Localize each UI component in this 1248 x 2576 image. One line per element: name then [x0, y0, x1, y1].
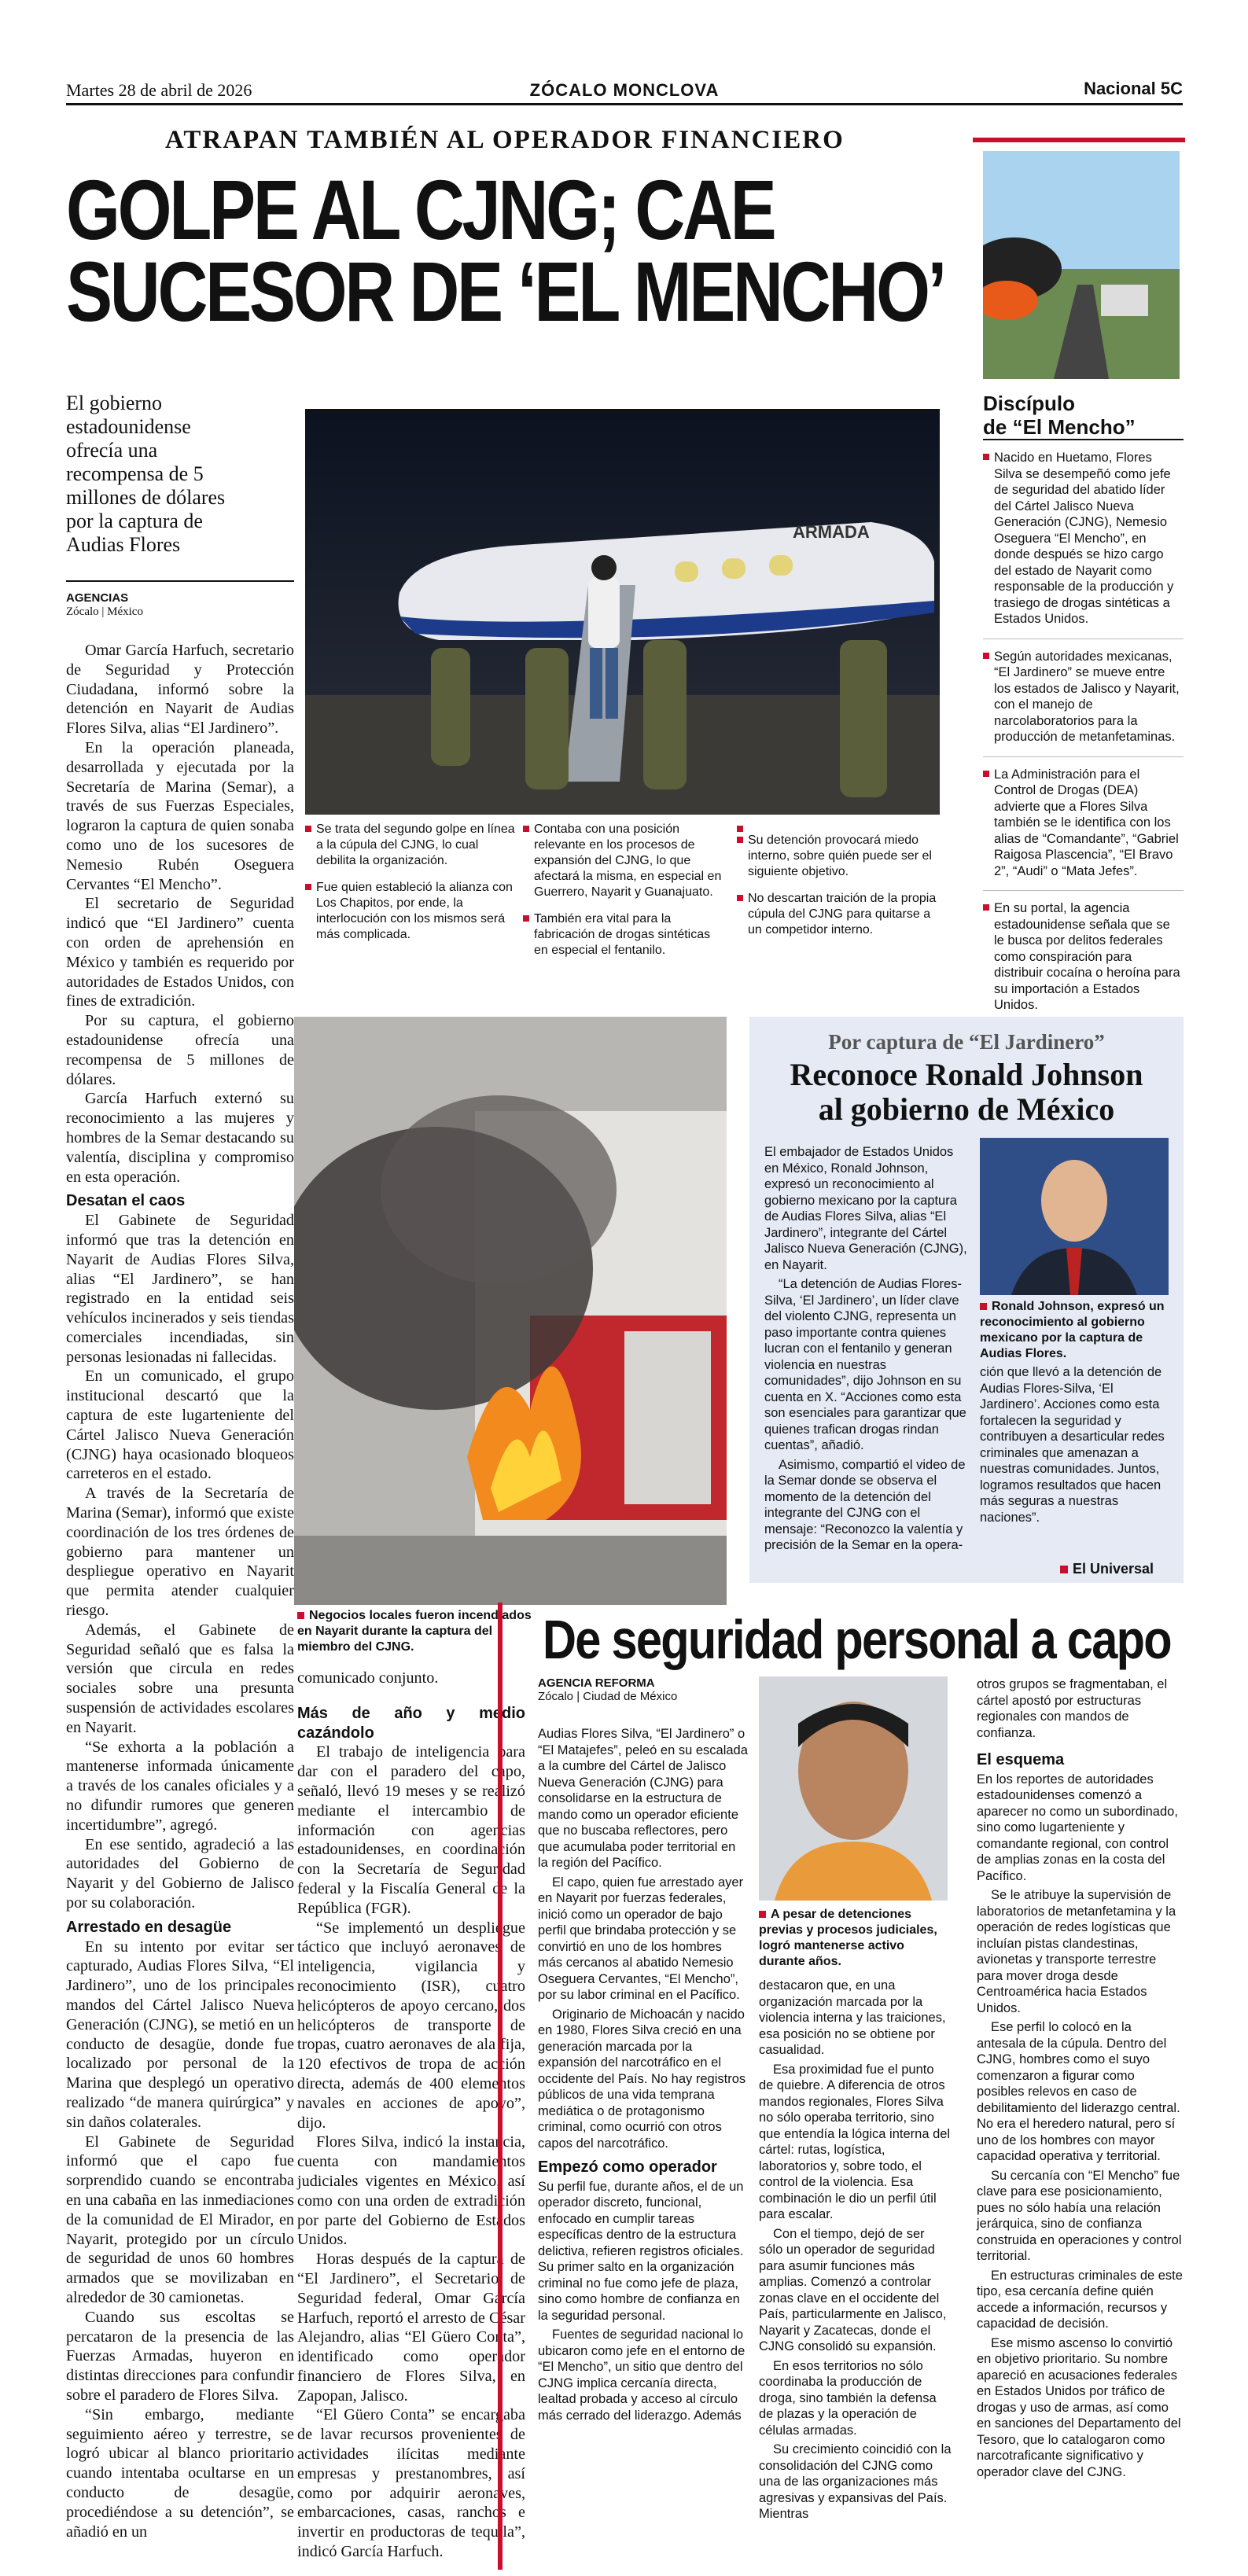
paragraph: Flores Silva, indicó la instancia, cuenta con mandamientos judiciales vigentes en México, así como con una orden de extradición por parte del Gobierno de Estados Unidos. [297, 2133, 525, 2249]
paragraph: Por su captura, el gobierno estadounidense ofrecía una recompensa de 5 millones de dólares. [66, 1012, 294, 1088]
paragraph: destacaron que, en una organización marcada por la violencia interna y las traiciones, esa posición no se obtiene por casualidad. [759, 1978, 946, 2057]
paragraph: El trabajo de inteligencia para dar con el paradero del capo, señaló, llevó 19 meses y se realizó mediante el intercambio de información con agencias estadounidenses, en coordinación con la Secretaría de Seguridad federal y la Fiscalía General de la República (FGR). [297, 1743, 525, 1917]
paragraph: “Se exhorta a la población a mantenerse informada únicamente a través de los canales oficiales y a no difundir rumores que generen incertidumbre”, agregó. [66, 1738, 294, 1834]
paragraph: Con el tiempo, dejó de ser sólo un operador de seguridad para asumir funciones más amplias. Comenzó a controlar zonas clave en el occidente del País, particularmente en Jalisco, Nayarit y Zacatecas, donde el CJNG consolidó su expansión. [759, 2226, 947, 2353]
paragraph: En esos territorios no sólo coordinaba la producción de droga, sino también la defensa de plazas y la operación de células armadas. [759, 2358, 937, 2438]
capo-col-2 [759, 1978, 952, 2523]
paragraph: En un comunicado, el grupo institucional descartó que la captura de este lugarteniente del Cártel Jalisco Nueva Generación (CJNG) haya ocasionado bloqueos carreteros en el estado. [66, 1367, 294, 1483]
sidebar-item: En su portal, la agencia estadounidense señala que se le busca por delitos federales como conspiración para distribuir cocaína o heroína para su importación a Estados Unidos. [983, 900, 1184, 1025]
capo-agency: AGENCIA REFORMA [538, 1676, 655, 1690]
paragraph: En la operación planeada, desarrollada y ejecutada por la Secretaría de Marina (Semar), a través de sus Fuerzas Especiales, lograron la captura de quien sonaba como uno de los sucesores de Nemesio Rubén Oseguera Cervantes “El Mencho”. [66, 738, 294, 893]
arrest-photo-illustration [305, 412, 940, 815]
subheading-operador: Empezó como operador [538, 2158, 717, 2176]
capo-col-3 [977, 1676, 1183, 2480]
paragraph: Esa proximidad fue el punto de quiebre. A diferencia de otros mandos regionales, Flores Silva no sólo operaba territorio, sino que entendía la lógica interna del cártel: rutas, logística, laboratorios y, sobre todo, el control de la violencia. Esa combinación le dio un perfil útil para escalar. [759, 2062, 951, 2221]
paragraph: Ese perfil lo colocó en la antesala de la cúpula. Dentro del CJNG, hombres como el suyo comenzaron a figurar como posibles relevos en caso de debilitamiento del liderazgo central. No era el heredero natural, pero sí uno de los hombres con mayor capacidad operativa y territorial. [977, 2020, 1180, 2163]
paragraph: Ese mismo ascenso lo convirtió en objetivo prioritario. Su nombre apareció en acusaciones federales en Estados Unidos por tráfico de drogas y uso de armas, así como en sanciones del Departamento del Tesoro, que lo catalogaron como narcotraficante significativo y operador clave del CJNG. [977, 2335, 1181, 2479]
bullets-col-2 [523, 822, 727, 970]
subhead: El gobierno estadounidense ofrecía una recompensa de 5 millones de dólares por la captura de Audias Flores [66, 392, 226, 556]
byline-rule [66, 580, 294, 582]
capo-left-rule [498, 1603, 514, 2570]
johnson-title-line1: Reconoce Ronald Johnson [790, 1057, 1143, 1092]
bullet-item: Contaba con una posición relevante en los procesos de expansión del CJNG, lo que afectará la misma, en especial en Guerrero, Nayarit y Guanajuato. [523, 822, 727, 900]
capo-portrait [759, 1676, 948, 1901]
paragraph: El capo, quien fue arrestado ayer en Nayarit por fuerzas federales, inició como un operador de bajo perfil que brindaba protección y se convirtió en uno de los hombres más cercanos al abatido Nemesio Oseguera Cervantes, “El Mencho”, por su labor criminal en el Pacífico. [538, 1875, 744, 2002]
paragraph: En ese sentido, agradeció a las autoridades del Gobierno de Nayarit y del Gobierno de Jalisco por su colaboración. [66, 1835, 294, 1912]
sidebar-title [983, 392, 1184, 439]
section-label: Nacional 5C [1084, 79, 1183, 98]
bullet-item: Su detención provocará miedo interno, sobre quién puede ser el siguiente objetivo. [737, 833, 940, 880]
paragraph: En su intento por evitar ser capturado, Audias Flores Silva, “El Jardinero”, uno de los principales mandos del Cártel Jalisco Nueva Generación (CJNG), se metió en un conducto de desagüe, donde fue localizado por personal de la Marina que desplegó un operativo realizado “de manera quirúrgica” y sin daños colaterales. [66, 1938, 294, 2131]
burning-truck-illustration [983, 151, 1180, 379]
sidebar-title-line1: Discípulo [983, 392, 1076, 415]
capo-caption: A pesar de detenciones previas y procesos judiciales, logró mantenerse activo durante años. [759, 1907, 952, 1970]
paragraph: Además, el Gabinete de Seguridad señaló que es falsa la versión que circula en redes sociales sobre una presunta suspensión de actividades escolares en Nayarit. [66, 1621, 294, 1736]
paragraph: “La detención de Audias Flores-Silva, ‘El Jardinero’, un líder clave del violento CJNG, representa un paso importante contra quienes lucran con el fentanilo y generan violencia en nuestras comunidades”, dijo Johnson en su cuenta en X. “Acciones como esta son esenciales para garantizar que quienes trafican drogas rindan cuentas”, añadió. [764, 1277, 966, 1452]
headline-line2: SUCESOR DE ‘EL MENCHO’ [66, 244, 945, 339]
sidebar-top-rule [973, 138, 1185, 142]
johnson-kicker: Por captura de “El Jardinero” [828, 1030, 1105, 1054]
paragraph: Asimismo, compartió el video de la Semar donde se observa el momento de la detención del integrante del CJNG con el mensaje: “Reconozco la valentía y precisión de la Semar en la opera- [764, 1457, 966, 1552]
paragraph: Audias Flores Silva, “El Jardinero” o “El Matajefes”, peleó en su escalada a la cumbre del Cártel de Jalisco Nueva Generación (CJNG) para consolidarse en la estructura de mando como un operador eficiente que no buscaba reflectores, pero que acumulaba poder territorial en la región del Pacífico. [538, 1727, 748, 1870]
sidebar-items [983, 450, 1184, 1034]
paragraph: Fuentes de seguridad nacional lo ubicaron como jefe en el entorno de “El Mencho”, un sitio que dentro del CJNG implica cercanía directa, lealtad probada y acceso al círculo más cerrado del liderazgo. Además [538, 2328, 745, 2423]
paragraph: Su cercanía con “El Mencho” fue clave para ese posicionamiento, pues no sólo había una relación jerárquica, sino de confianza construida en operaciones y control territorial. [977, 2168, 1182, 2263]
fire-caption: Negocios locales fueron incendiados en Nayarit durante la captura del miembro del CJNG. [297, 1608, 533, 1655]
bullet-item: No descartan traición de la propia cúpula del CJNG para quitarse a un competidor interno. [737, 891, 940, 938]
paragraph: Cuando sus escoltas se percataron de la presencia de las Fuerzas Armadas, huyeron en distintas direcciones para confundir sobre el paradero de Flores Silva. [66, 2308, 294, 2404]
burning-truck-photo [983, 151, 1180, 379]
bullets-col-1 [305, 822, 517, 954]
paragraph: En estructuras criminales de este tipo, esa cercanía define quién accede a información, recursos y capacidad de decisión. [977, 2268, 1183, 2331]
capo-title: De seguridad personal a capo [543, 1609, 1171, 1670]
paragraph: Horas después de la captura de “El Jardinero”, el Secretario de Seguridad federal, Omar García Harfuch, reportó el arresto de César Alejandro, alias “El Güero Conta”, identificado como operador financiero de Flores Silva, en Zapopan, Jalisco. [297, 2250, 525, 2405]
johnson-photo [980, 1138, 1169, 1295]
johnson-caption: Ronald Johnson, expresó un reconocimiento al gobierno mexicano por la captura de Audias Flores. [980, 1299, 1173, 1362]
paragraph: Se le atribuye la supervisión de laboratorios de metanfetamina y la operación de redes logísticas que incluían pistas clandestinas, avionetas y transporte terrestre para mover droga desde Centroamérica hacia Estados Unidos. [977, 1888, 1176, 2015]
johnson-source [1060, 1561, 1178, 1577]
capo-col-1 [538, 1726, 749, 2423]
paragraph: A través de la Secretaría de Marina (Semar), informó que existe coordinación de los tres órdenes de gobierno para mantener un despliegue operativo en Nayarit que permita atender cualquier riesgo. [66, 1485, 294, 1620]
paragraph: El secretario de Seguridad indicó que “El Jardinero” cuenta con orden de aprehensión en México y también es requerido por autoridades de Estados Unidos, con fines de extradición. [66, 895, 294, 1010]
paragraph: “Se implementó un despliegue táctico que incluyó aeronaves de inteligencia, vigilancia y reconocimiento (ISR), cuatro helicópteros de apoyo cercano, dos helicópteros de transporte de tropas, cuatro aeronaves de ala fija, 120 efectivos de tropa de acción directa, además de 400 elementos navales en acciones de apoyo”, dijo. [297, 1919, 525, 2132]
byline-agency: AGENCIAS [66, 591, 129, 605]
johnson-title [749, 1058, 1184, 1127]
byline-place: Zócalo | México [66, 605, 143, 618]
issue-date: Martes 28 de abril de 2026 [66, 80, 252, 100]
bullets-col-3 [737, 822, 940, 949]
capo-place: Zócalo | Ciudad de México [538, 1690, 678, 1703]
sidebar-item: La Administración para el Control de Drogas (DEA) advierte que a Flores Silva también se le identifica con los alias de “Comandante”, “Gabriel Raigosa Plascencia”, “El Bravo 2”, “Audi” o “Mata Jefes”. [983, 767, 1184, 892]
paragraph: “El Güero Conta” se encargaba de lavar recursos provenientes de actividades ilícitas mediante empresas y prestanombres, así como por adquirir aeronaves, embarcaciones, casas, ranchos e invertir en productoras de tequila”, indicó García Harfuch. [297, 2406, 525, 2561]
johnson-title-line2: al gobierno de México [818, 1091, 1115, 1127]
byline [66, 591, 143, 619]
paragraph: Originario de Michoacán y nacido en 1980, Flores Silva creció en una generación marcada por la expansión del narcotráfico en el occidente del País. No hay registros públicos de una vida temprana mediática o de protagonismo criminal, como ocurrió con otros capos del narcotráfico. [538, 2007, 746, 2151]
capo-photo [759, 1676, 948, 1901]
paragraph: “Sin embargo, mediante seguimiento aéreo y terrestre, se logró ubicar al blanco prioritario cuando intentaba ocultarse en un conducto de desagüe, procediéndose a su detención”, se añadió en un [66, 2405, 294, 2541]
paragraph: En los reportes de autoridades estadounidenses comenzó a aparecer no como un subordinado, sino como lugarteniente y comandante regional, con control de amplias zonas en la costa del Pacífico. [977, 1772, 1178, 1883]
capo-byline [538, 1676, 734, 1703]
subheading-esquema: El esquema [977, 1751, 1065, 1768]
paragraph: Su perfil fue, durante años, el de un operador discreto, funcional, enfocado en cumplir tareas específicas dentro de la estructura delictiva, refieren registros oficiales. Su primer salto en la organización criminal no fue como jefe de plaza, sino como hombre de confianza en la seguridad personal. [538, 2179, 744, 2323]
johnson-col-1 [764, 1144, 970, 1554]
kicker: ATRAPAN TAMBIÉN AL OPERADOR FINANCIERO [165, 126, 845, 154]
bullet-item: También era vital para la fabricación de drogas sintéticas en especial el fentanilo. [523, 911, 727, 959]
subheading-cazandolo: Más de año y medio cazándolo [297, 1704, 525, 1742]
sidebar-item: Nacido en Huetamo, Flores Silva se desempeñó como jefe de seguridad del abatido líder del Cártel Jalisco Nueva Generación (CJNG), Nemesio Oseguera “El Mencho”, en donde después se hizo cargo del estado de Nayarit como responsable de la producción y trasiego de drogas sintéticas a Estados Unidos. [983, 450, 1184, 639]
bullet-item: Fue quien estableció la alianza con Los Chapitos, por ende, la interlocución con los mismos será más complicada. [305, 880, 517, 943]
fire-illustration [294, 1017, 727, 1605]
paragraph: otros grupos se fragmentaban, el cártel apostó por estructuras regionales con mandos de confianza. [977, 1677, 1168, 1740]
subheading-desatan: Desatan el caos [66, 1192, 186, 1210]
sidebar-item: Según autoridades mexicanas, “El Jardinero” se mueve entre los estados de Jalisco y Nayarit, con el manejo de narcolaboratorios para la producción de metanfetaminas. [983, 649, 1184, 757]
bullet-item: Se trata del segundo golpe en línea a la cúpula del CJNG, lo cual debilita la organización. [305, 822, 517, 869]
fire-photo [294, 1017, 727, 1605]
sidebar-rule [983, 439, 1184, 440]
arrest-photo [305, 409, 940, 815]
headline [66, 162, 945, 339]
masthead [66, 79, 1183, 105]
subheading-arrestado: Arrestado en desagüe [66, 1918, 232, 1936]
paragraph: García Harfuch externó su reconocimiento a las mujeres y hombres de la Semar destacando su valentía, disciplina y compromiso en esta operación. [66, 1090, 294, 1186]
plane-label: ARMADA [793, 522, 870, 542]
paragraph: El Gabinete de Seguridad informó que tras la detención en Nayarit de Audias Flores Silva, alias “El Jardinero”, se han registrado en la entidad seis vehículos incinerados y seis tiendas comerciales incendiadas, sin personas lesionadas ni fallecidas. [66, 1212, 294, 1366]
johnson-source-label: El Universal [1073, 1561, 1154, 1577]
paper-name: ZÓCALO MONCLOVA [529, 80, 720, 100]
paragraph: El embajador de Estados Unidos en México, Ronald Johnson, expresó un reconocimiento al gobierno mexicano por la captura de Audias Flores Silva, alias “El Jardinero”, integrante del Cártel Jalisco Nueva Generación (CJNG), en Nayarit. [764, 1145, 967, 1272]
headline-line1: GOLPE AL CJNG; CAE [66, 162, 775, 257]
johnson-portrait [980, 1138, 1169, 1295]
paragraph: Omar García Harfuch, secretario de Seguridad y Protección Ciudadana, informó sobre la detención en Nayarit de Audias Flores Silva, alias “El Jardinero”. [66, 642, 294, 738]
main-column-1 [66, 641, 294, 2541]
sidebar-title-line2: de “El Mencho” [983, 415, 1136, 439]
main-column-2 [297, 1669, 525, 2562]
johnson-col-2: ción que llevó a la detención de Audias Flores-Silva, ‘El Jardinero’. Acciones como esta fortalecen la seguridad y contribuyen a desarticular redes criminales que amenazan a nuestras comunidades. Juntos, logramos resultados que hacen más seguras a nuestras naciones”. [980, 1365, 1165, 1525]
paragraph: Su crecimiento coincidió con la consolidación del CJNG como una de las organizaciones más agresivas y expansivas del País. Mientras [759, 2442, 952, 2521]
source-marker-icon [1060, 1566, 1068, 1573]
paragraph: El Gabinete de Seguridad informó que el capo fue sorprendido cuando se encontraba en una cabaña en las inmediaciones de la comunidad de El Mirador, en Nayarit, protegido por un círculo de seguridad de unos 60 hombres armados que se movilizaban en alrededor de 30 camionetas. [66, 2133, 294, 2306]
paragraph: comunicado conjunto. [297, 1669, 439, 1687]
